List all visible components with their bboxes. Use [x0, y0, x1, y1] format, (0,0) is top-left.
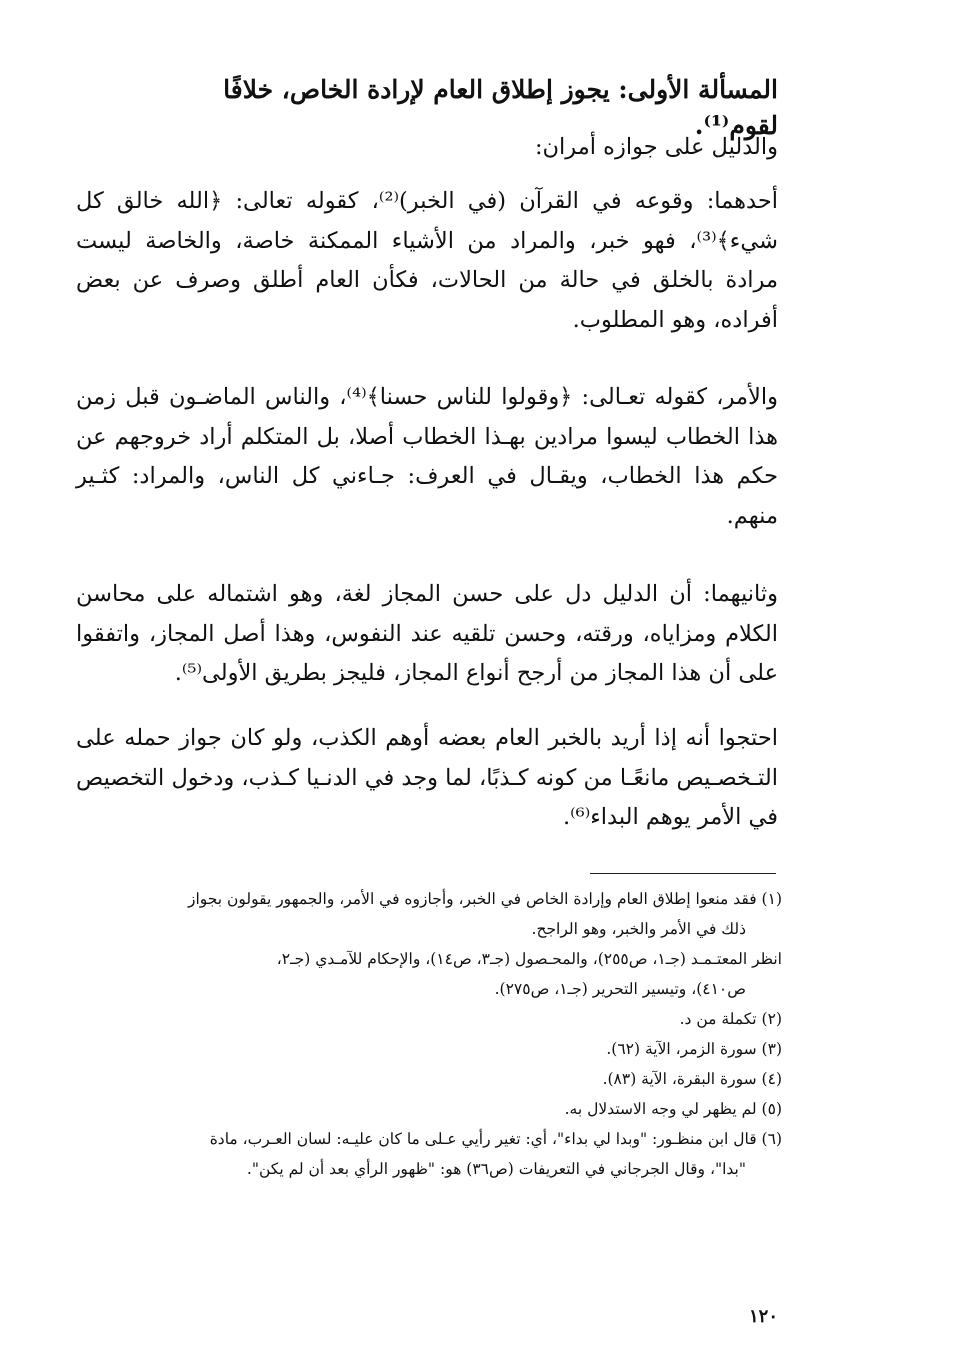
paragraph-3: وثانيهما: أن الدليل دل على حسن المجاز لغة، وهو اشتماله على محاسن الكلام ومزاياه، ورقته، وحسن تلقيه عند النفوس، وهذا أصل المجاز، واتفقوا على أن هذا المجاز من أرجح أنواع المجاز، فليجز بطريق الأولى⁽⁵⁾.: [76, 581, 778, 686]
intro-line: والدليل على جوازه أمران:: [534, 134, 778, 160]
footnote-1-line-2: ذلك في الأمر والخبر، وهو الراجح.: [531, 920, 746, 938]
footnote-4: (٤) سورة البقرة، الآية (٨٣).: [602, 1070, 782, 1088]
footnotes: [76, 884, 782, 1184]
footnote-5: (٥) لم يظهر لي وجه الاستدلال به.: [564, 1100, 782, 1118]
footnote-6-line-2: "بدا"، وقال الجرجاني في التعريفات (ص٣٦) هو: "ظهور الرأي بعد أن لم يكن".: [246, 1160, 746, 1178]
footnote-1-line-3: انظر المعتـمـد (جـ١، ص٢٥٥)، والمحـصول (جـ٣، ص١٤)، والإحكام للآمـدي (جـ٢،: [276, 950, 782, 968]
footnote-3: (٣) سورة الزمر، الآية (٦٢).: [606, 1040, 782, 1058]
paragraph-1: أحدهما: وقوعه في القرآن (في الخبر)⁽²⁾، كقوله تعالى: ﴿الله خالق كل شيء﴾⁽³⁾، فهو خبر، والمراد من الأشياء الممكنة خاصة، والخاصة ليست مرادة بالخلق في حالة من الحالات، فكأن العام أطلق وصرف عن بعض أفراده، وهو المطلوب.: [76, 188, 778, 333]
footnote-1-line-1: (١) فقد منعوا إطلاق العام وإرادة الخاص في الخبر، وأجازوه في الأمر، والجمهور يقولون بجواز: [187, 890, 782, 908]
footnote-separator: [590, 873, 776, 874]
page-number: ١٢٠: [748, 1306, 778, 1327]
paragraph-4: احتجوا أنه إذا أريد بالخبر العام بعضه أوهم الكذب، ولو كان جواز حمله على التـخصـيص مانعًـا من كونه كـذبًا، لما وجد في الدنـيا كـذب، ودخول التخصيص في الأمر يوهم البداء⁽⁶⁾.: [76, 725, 778, 830]
footnote-1-line-4: ص٤١٠)، وتيسير التحرير (جـ١، ص٢٧٥).: [494, 980, 746, 998]
footnote-2: (٢) تكملة من د.: [679, 1010, 782, 1028]
footnote-6-line-1: (٦) قال ابن منظـور: "وبدا لي بداء"، أي: تغير رأيي عـلى ما كان عليـه: لسان العـرب، مادة: [209, 1130, 782, 1148]
paragraph-2: والأمر، كقوله تعـالى: ﴿وقولوا للناس حسنا﴾⁽⁴⁾، والناس الماضـون قبل زمن هذا الخطاب ليسوا مرادين بهـذا الخطاب أصلا، بل المتكلم أراد خروجهم عن حكم هذا الخطاب، ويقـال في العرف: جـاءني كل الناس، والمراد: كثـير منهم.: [76, 384, 778, 529]
section-heading: المسألة الأولى: يجوز إطلاق العام لإرادة الخاص، خلافًا لقوم⁽¹⁾.: [223, 75, 778, 140]
